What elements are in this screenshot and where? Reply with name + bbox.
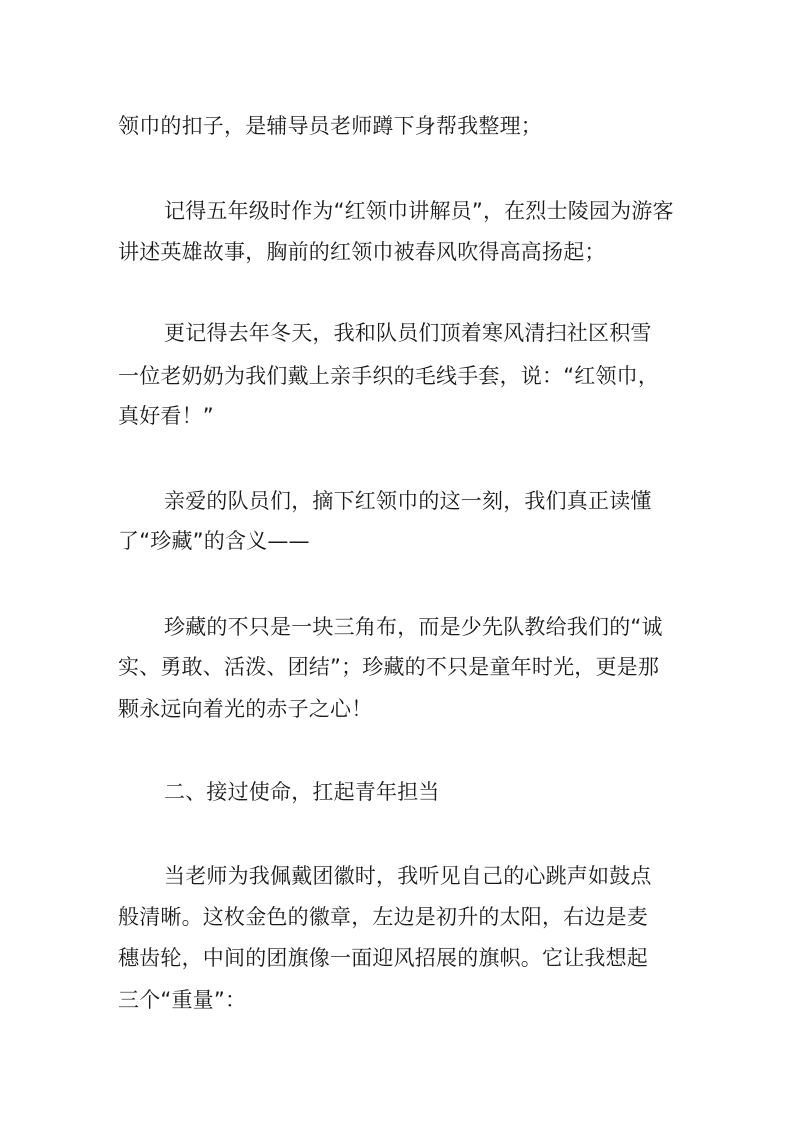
text-line: 般清晰。这枚金色的徽章，左边是初升的太阳，右边是麦 bbox=[118, 905, 648, 929]
text-line: 当老师为我佩戴团徽时，我听见自己的心跳声如鼓点 bbox=[164, 864, 652, 888]
text-line: 一位老奶奶为我们戴上亲手织的毛线手套，说：“红领巾， bbox=[118, 364, 660, 388]
text-line: 珍藏的不只是一块三角布，而是少先队教给我们的“诚 bbox=[164, 615, 663, 639]
text-line: 记得五年级时作为“红领巾讲解员”，在烈士陵园为游客 bbox=[164, 199, 674, 223]
text-line: 实、勇敢、活泼、团结”；珍藏的不只是童年时光，更是那 bbox=[118, 655, 660, 679]
text-line: 领巾的扣子，是辅导员老师蹲下身帮我整理； bbox=[118, 114, 542, 138]
text-line: 真好看！” bbox=[118, 404, 214, 428]
text-line: 穗齿轮，中间的团旗像一面迎风招展的旗帜。它让我想起 bbox=[118, 946, 648, 970]
text-line: 讲述英雄故事，胸前的红领巾被春风吹得高高扬起； bbox=[118, 240, 606, 264]
text-line: 更记得去年冬天，我和队员们顶着寒风清扫社区积雪 bbox=[164, 321, 652, 345]
text-line: 亲爱的队员们，摘下红领巾的这一刻，我们真正读懂 bbox=[164, 489, 652, 513]
text-line: 颗永远向着光的赤子之心！ bbox=[118, 697, 373, 721]
text-line: 三个“重量”： bbox=[118, 988, 247, 1012]
section-heading: 二、接过使命，扛起青年担当 bbox=[164, 780, 440, 804]
text-line: 了“珍藏”的含义—— bbox=[118, 529, 310, 553]
